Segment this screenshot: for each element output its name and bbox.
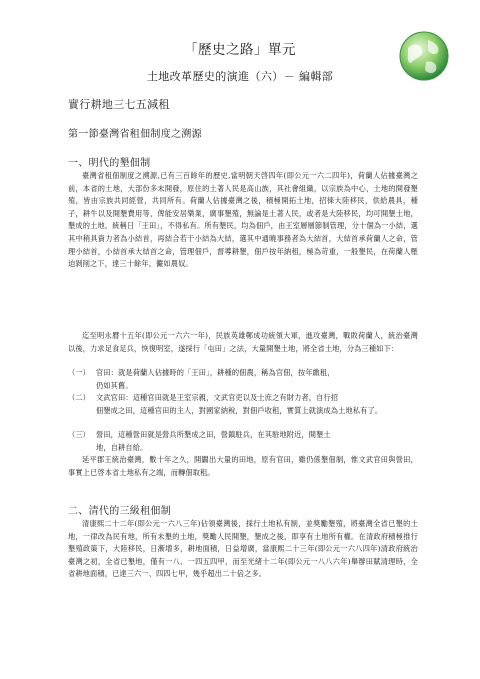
header-subtitle: 土地改革歷史的演進（六）－ 編輯部: [146, 70, 334, 83]
section-title: 第一節臺灣省租佃制度之溯源: [68, 129, 202, 140]
subsection-title-ming: 一、明代的墾佃制: [68, 158, 151, 169]
list-item-3: [68, 429, 418, 454]
paragraph-2: 迄至明永曆十五年(即公元一六六一年)，民族英雄鄭成功統領大軍，進攻臺灣，戰敗荷蘭人，統治臺灣以後，力求足食足兵，恢復明室，遂採行「屯田」之法，大量開墾土地，將全省土地，分為三種如下：: [68, 331, 418, 353]
list-text-continued: 仍如其舊。: [96, 380, 133, 390]
main-title: 實行耕地三七五減租: [68, 98, 170, 111]
subsection-title-qing: 二、清代的三級租佃制: [68, 506, 171, 517]
list-text-continued: 地，自耕自給。: [96, 442, 148, 452]
list-text: 文武官田：這種官田就是王室宗親，文武官吏以及士庶之有財力者，自行招: [96, 393, 339, 402]
list-text: 官田：就是荷蘭人佔據時的「王田」，耕種的佃農，稱為官佃，按年繳租，: [96, 368, 335, 377]
header-title: 「歷史之路」單元: [184, 42, 296, 58]
list-item-2: [68, 392, 418, 417]
list-marker: （一）: [68, 368, 91, 377]
paragraph-3: 延平郡王統治臺灣，數十年之久，開闢出大量的田地，原有官田，雖仍係墾佃制，惟文武官田與營田，事實上已啓本省土地私有之端，而轉佃取租。: [68, 455, 418, 477]
list-marker: （三）: [68, 430, 91, 439]
list-item-1: [68, 367, 418, 392]
list-text: 營田，這種營田就是營兵所墾成之田，營鎮駐兵，在其駐地附近，開墾土: [96, 430, 331, 439]
list-text-continued: 佃墾成之田，這種官田的主人，對國家納稅，對佃戶收租，實質上就演成為土地私有了。: [96, 405, 383, 415]
paragraph-1: 臺灣省租佃制度之溯源,已有三百餘年的歷史,當明朝天啓四年(即公元一六二四年)，荷蘭人佔據臺灣之前，本省的土地，大部份多未開發，原住的土著人民是高山族，其社會組織，以宗族為中心，土地的開發墾殖，皆由宗族共同經營，共同所有。荷蘭人佔據臺灣之後，積極開拓土地，招徠大陸移民，供給農具，種子，耕牛以及開墾費用等，俾能安居樂業，廣事墾殖，無論是土著人民，或者是大陸移民，均可開墾土地，墾成的土地，統稱日「王田」，不得私有。所有墾民，均為佃戶，由王室層層節制管理，分十個為一小結，選其中稍具資力者為小結首，再結合若干小結為大結，選其中通曉事務者為大結首，大結首承荷蘭人之命，管理小結首，小結首承大結首之命，管理佃戶，督導耕墾，佃戶按年納租，極為苛重，一般墾民，在荷蘭人壓迫剝削之下，達三十餘年，儼如農奴。: [68, 171, 418, 269]
paragraph-4: 清康熙二十二年(即公元一六八三年)佔領臺灣後，採行土地私有制，並獎勵墾殖，將臺灣全省已墾的土地，一律改為民有地，所有未墾的土地，獎勵人民開墾，墾成之後，即享有土地所有權。在清政府積極推行墾殖政策下，大陸移民，日漸增多，耕地面積，日益增廣，當康熙二十三年(即公元一六八四年)清政府統治臺灣之初，全省已墾地，僅有一八、一四五四甲，而至光緒十二年(即公元一八八六年)舉辦田賦清理時，全省耕地面積，已達三六一、四四七甲，幾乎超出二十倍之多。: [68, 519, 418, 579]
list-marker: （二）: [68, 393, 91, 402]
